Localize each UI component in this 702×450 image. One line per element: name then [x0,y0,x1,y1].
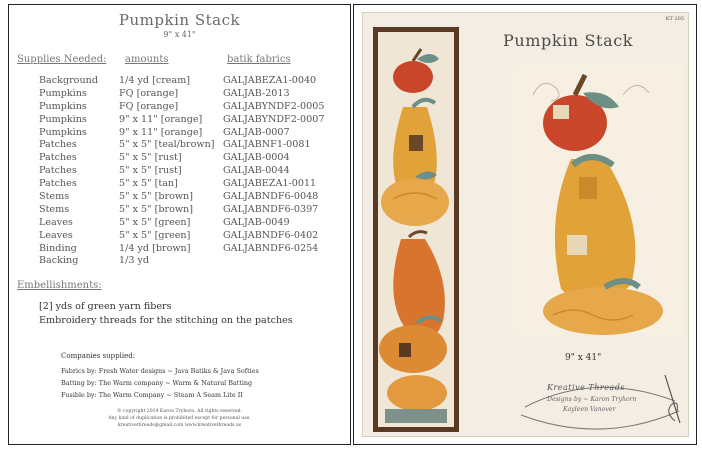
duplication-note: Any kind of duplication is prohibited except for personal use. [108,416,251,421]
companies-header: Companies supplied: [61,352,136,360]
supplies-list [9,75,350,268]
amounts-header: amounts [125,54,169,65]
contact-links: kreativethreads@gmail.com www.kreativethreads.us [117,423,242,428]
supply-row: Leaves 5" x 5" [green] GALJABNDF6-0402 [39,229,319,241]
embellishment-item: [2] yds of green yarn fibers [39,301,172,312]
supply-row: Stems 5" x 5" [brown] GALJABNDF6-0048 [39,191,319,203]
cover-title: Pumpkin Stack [503,31,634,50]
cover-page [353,4,697,445]
supply-row: Background 1/4 yd [cream] GALJABEZA1-0040 [39,75,317,86]
company-line: Fusible by: The Warm Company ~ Steam A Seam Lite II [61,391,243,399]
supply-row: Patches 5" x 5" [teal/brown] GALJABNF1-0081 [39,139,311,151]
designer-credit-2: Kayleen Vanover [563,406,616,413]
designer-credit: Designs by ~ Karon Tryhorn [547,396,637,403]
cover-art [362,12,689,437]
cover-size: 9" x 41" [565,353,602,363]
embellishments-header: Embellishments: [17,280,102,291]
embellishment-item: Embroidery threads for the stitching on the patches [39,315,293,326]
supply-row: Patches 5" x 5" [tan] GALJABEZA1-0011 [39,178,317,190]
supply-row: Pumpkins FQ [orange] GALJAB-2013 [39,87,290,99]
supply-row: Patches 5" x 5" [rust] GALJAB-0004 [39,152,290,164]
supply-row: Stems 5" x 5" [brown] GALJABNDF6-0397 [39,203,319,215]
company-line: Fabrics by: Fresh Water designs ~ Java Batiks & Java Softies [61,367,259,375]
supply-row: Leaves 5" x 5" [green] GALJAB-0049 [39,216,290,228]
pattern-size: 9" x 41" [163,30,196,39]
copyright-note: © copyright 2014 Karon Tryhorn. All rights reserved. [116,409,242,414]
pattern-code: KT 205 [665,16,684,22]
supply-row: Pumpkins 9" x 11" [orange] GALJABYNDF2-0007 [39,113,325,125]
pattern-title: Pumpkin Stack [118,11,241,29]
supply-row: Patches 5" x 5" [rust] GALJAB-0044 [39,165,290,177]
supply-row: Pumpkins FQ [orange] GALJABYNDF2-0005 [39,100,325,112]
supplies-page [8,4,351,445]
quilt-detail-image [513,65,683,335]
supply-row: Pumpkins 9" x 11" [orange] GALJAB-0007 [39,126,290,138]
brand-name: Kreative Threads [547,383,625,392]
supplies-header: Supplies Needed: [17,54,107,65]
supply-row: Binding 1/4 yd [brown] GALJABNDF6-0254 [39,242,319,254]
company-line: Batting by: The Warm company ~ Warm & Natural Batting [61,379,253,387]
supply-row: Backing 1/3 yd [39,255,150,267]
quilt-strip-image [373,27,459,432]
fabrics-header: batik fabrics [227,54,291,65]
